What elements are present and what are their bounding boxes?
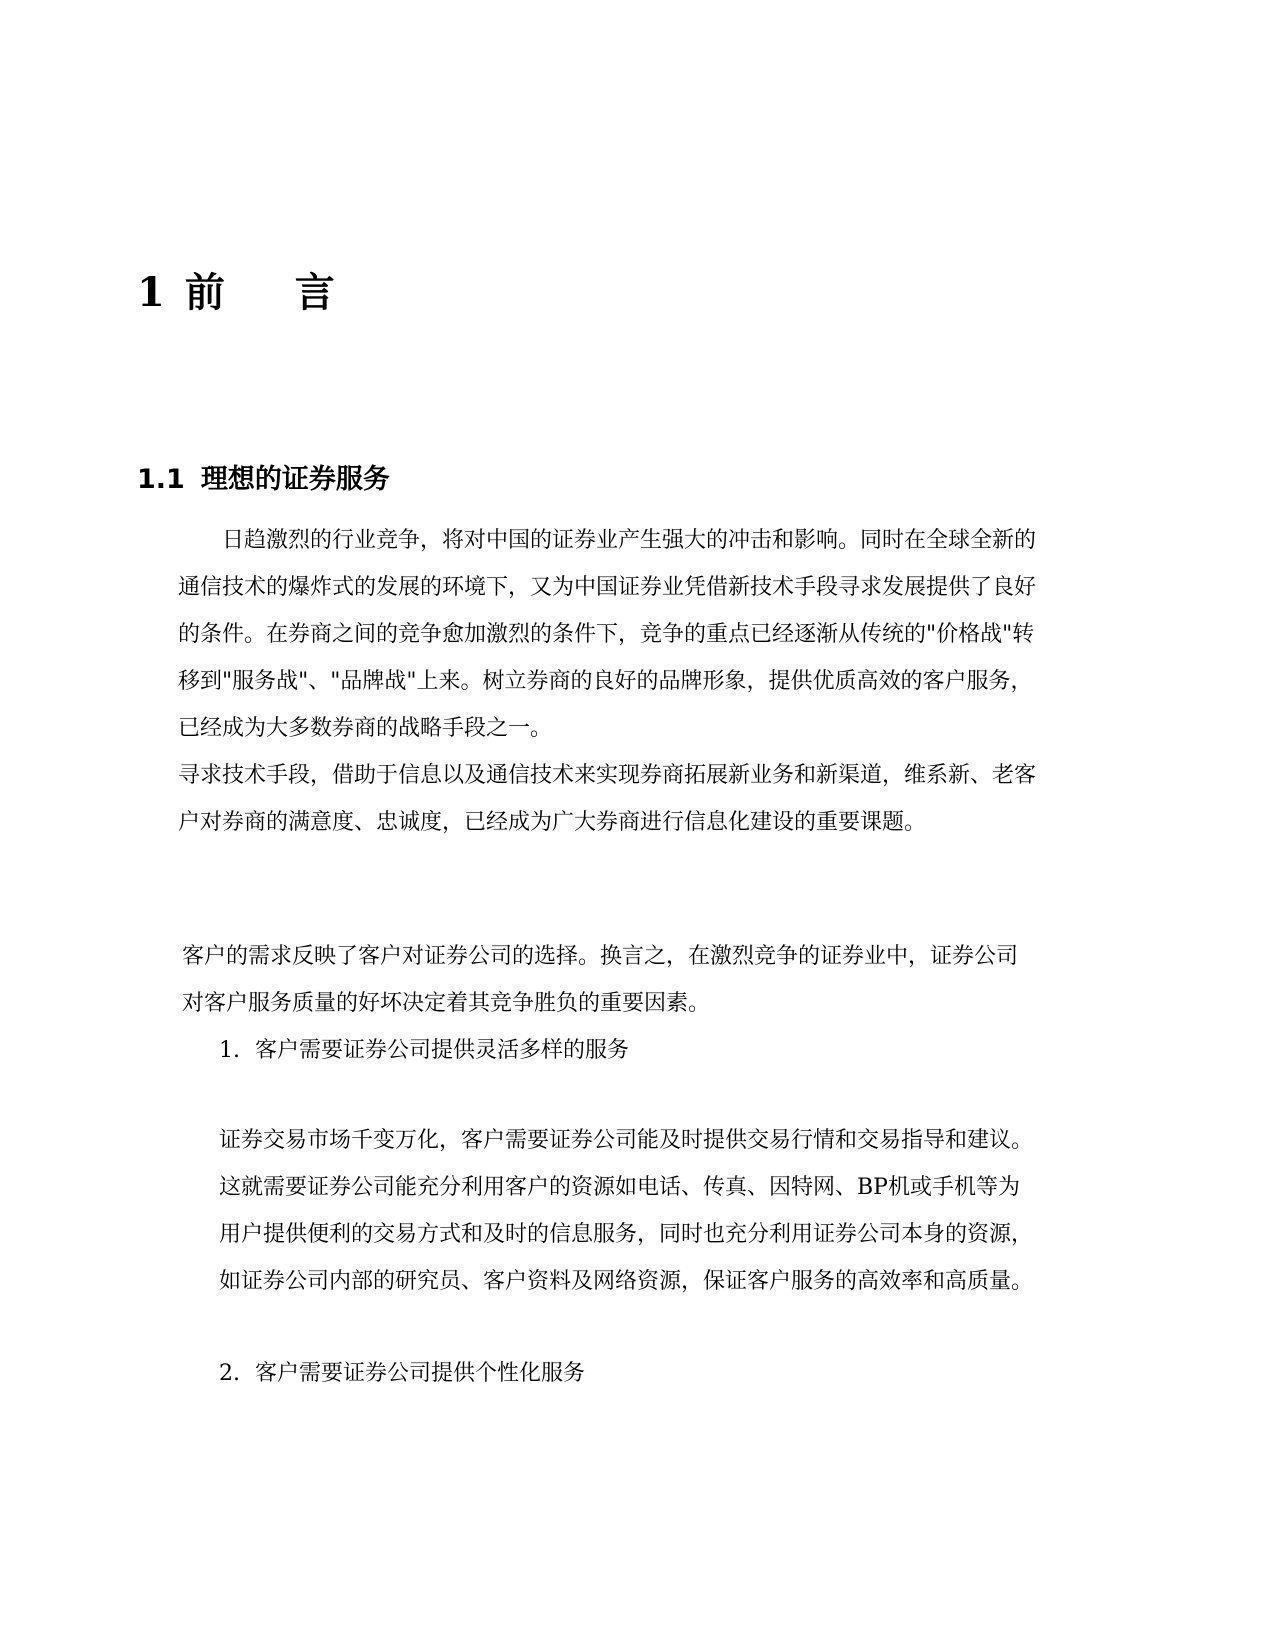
fourth-block bbox=[219, 1117, 1034, 1305]
chapter-title bbox=[137, 268, 363, 318]
list-marker-1: 1. bbox=[219, 1038, 240, 1063]
chapter-number: 1 bbox=[137, 269, 165, 316]
section-title bbox=[137, 460, 390, 500]
second-paragraph: 寻求技术手段，借助于信息以及通信技术来实现券商拓展新业务和新渠道，维系新、老客户对券商的满意度、忠诚度，已经成为广大券商进行信息化建设的重要课题。 bbox=[178, 763, 1037, 835]
list-text-2: 客户需要证券公司提供个性化服务 bbox=[255, 1361, 586, 1386]
third-paragraph: 客户的需求反映了客户对证券公司的选择。换言之，在激烈竞争的证券业中，证券公司对客户服务质量的好坏决定着其竞争胜负的重要因素。 bbox=[182, 944, 1019, 1016]
fourth-paragraph: 证券交易市场千变万化，客户需要证券公司能及时提供交易行情和交易指导和建议。这就需要证券公司能充分利用客户的资源如电话、传真、因特网、BP机或手机等为用户提供便利的交易方式和及时的信息服务，同时也充分利用证券公司本身的资源，如证券公司内部的研究员、客户资料及网络资源，保证客户服务的高效率和高质量。 bbox=[219, 1128, 1034, 1294]
section-number: 1.1 bbox=[137, 464, 185, 495]
intro-block bbox=[178, 517, 1038, 846]
third-block bbox=[182, 933, 1032, 1027]
chapter-title-text: 前 言 bbox=[184, 269, 363, 316]
list-text-1: 客户需要证券公司提供灵活多样的服务 bbox=[255, 1038, 630, 1063]
list-item-1 bbox=[219, 1027, 629, 1074]
list-item-2 bbox=[219, 1350, 585, 1397]
intro-paragraph: 日趋激烈的行业竞争，将对中国的证券业产生强大的冲击和影响。同时在全球全新的通信技术的爆炸式的发展的环境下，又为中国证券业凭借新技术手段寻求发展提供了良好的条件。在券商之间的竞争愈加激烈的条件下，竞争的重点已经逐渐从传统的"价格战"转移到"服务战"、"品牌战"上来。树立券商的良好的品牌形象，提供优质高效的客户服务，已经成为大多数券商的战略手段之一。 bbox=[178, 528, 1037, 741]
list-marker-2: 2. bbox=[219, 1361, 240, 1386]
section-title-text: 理想的证券服务 bbox=[200, 464, 390, 495]
